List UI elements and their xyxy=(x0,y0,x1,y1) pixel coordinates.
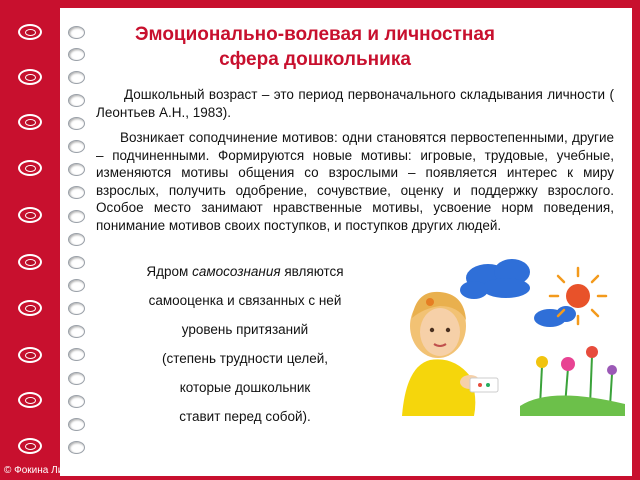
binder-ring-icon xyxy=(18,24,42,40)
punch-hole-icon xyxy=(68,140,85,153)
punch-hole-icon xyxy=(68,418,85,431)
core-line-5: которые дошкольник xyxy=(179,380,311,395)
paragraph-motives: Возникает соподчинение мотивов: одни становятся первостепенными, другие – подчиненными. Формируются новые мотивы: игровые, трудовые, учебные, изменяются мотивы общения со взрослыми – появляется интерес к миру взрослых, получить одобрение, сочувствие, оценку и поддержку взрослого. Особое место занимают нравственные мотивы, усвоение норм поведения, понимание мотивов своих поступков, и поступков других людей. xyxy=(96,130,614,233)
cloud-icon xyxy=(460,259,530,299)
punch-hole-icon xyxy=(68,279,85,292)
title-line-2: сфера дошкольника xyxy=(219,49,411,70)
copyright-text: © Фокина Лидия Петровна xyxy=(4,465,128,476)
punch-hole-icon xyxy=(68,348,85,361)
core-term: самосознания xyxy=(192,264,281,279)
binder-ring-icon xyxy=(18,114,42,130)
binder-ring-icon xyxy=(18,254,42,270)
slide-title xyxy=(100,22,530,72)
punch-hole-icon xyxy=(68,233,85,246)
punch-hole-icon xyxy=(68,302,85,315)
punch-hole-icon xyxy=(68,71,85,84)
punch-hole-icon xyxy=(68,256,85,269)
binder-ring-icon xyxy=(18,392,42,408)
core-line-6: ставит перед собой). xyxy=(179,409,311,424)
core-line-3: уровень притязаний xyxy=(181,322,309,337)
flowers-icon xyxy=(520,346,625,416)
binder-ring-icon xyxy=(18,438,42,454)
punch-hole-icon xyxy=(68,395,85,408)
punch-hole-icon xyxy=(68,48,85,61)
binder-ring-icon xyxy=(18,347,42,363)
core-suffix: являются xyxy=(280,264,344,279)
punch-hole-icon xyxy=(68,325,85,338)
self-awareness-block xyxy=(120,257,370,431)
punch-hole-icon xyxy=(68,163,85,176)
child-icon xyxy=(402,292,498,416)
punch-hole-icon xyxy=(68,210,85,223)
child-drawing-illustration xyxy=(400,256,625,416)
core-prefix: Ядром xyxy=(146,264,193,279)
binder-ring-icon xyxy=(18,300,42,316)
title-line-1: Эмоционально-волевая и личностная xyxy=(135,24,495,45)
punch-hole-icon xyxy=(68,94,85,107)
binder-ring-icon xyxy=(18,69,42,85)
paragraph-preschool-age: Дошкольный возраст – это период первоначального складывания личности ( Леонтьев А.Н., 1983). xyxy=(96,87,614,120)
core-line-1 xyxy=(120,257,370,286)
sun-icon xyxy=(550,268,606,324)
binder-rings xyxy=(18,0,48,480)
punch-hole-icon xyxy=(68,441,85,454)
binder-ring-icon xyxy=(18,160,42,176)
core-line-4: (степень трудности целей, xyxy=(161,351,329,366)
punch-hole-icon xyxy=(68,372,85,385)
core-line-2: самооценка и связанных с ней xyxy=(148,293,342,308)
punch-holes xyxy=(68,0,98,480)
punch-hole-icon xyxy=(68,26,85,39)
binder-ring-icon xyxy=(18,207,42,223)
punch-hole-icon xyxy=(68,117,85,130)
punch-hole-icon xyxy=(68,186,85,199)
